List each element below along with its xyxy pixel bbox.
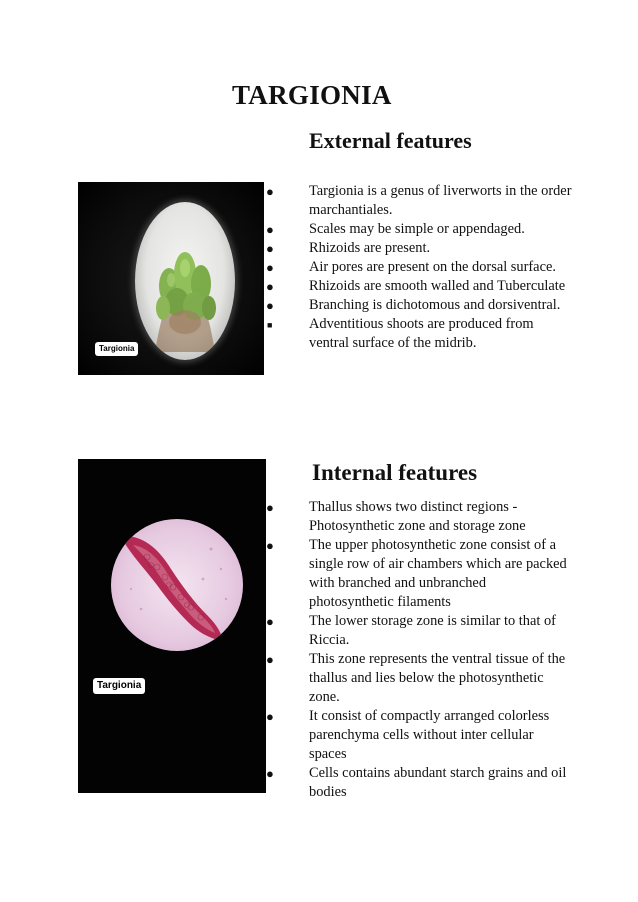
bullet-icon: ● — [266, 652, 274, 667]
list-item: ● Targionia is a genus of liverworts in the order marchantiales. — [266, 183, 572, 218]
bullet-icon: ● — [266, 241, 274, 256]
plant-specimen-image — [135, 202, 235, 360]
microscope-view — [111, 519, 243, 651]
bullet-icon: ● — [266, 709, 274, 724]
external-features-list — [262, 182, 572, 353]
list-item: ● Scales may be simple or appendaged. — [266, 221, 525, 237]
bullet-icon: ● — [266, 184, 274, 199]
list-item: ● This zone represents the ventral tissue of the thallus and lies below the photosynthetic zone. — [266, 651, 566, 705]
page-title: TARGIONIA — [232, 80, 392, 110]
list-item: ● It consist of compactly arranged colorless parenchyma cells without inter cellular spaces — [266, 708, 550, 762]
external-photo — [78, 182, 264, 375]
internal-features-list — [262, 498, 574, 802]
list-item: ● The upper photosynthetic zone consist of a single row of air chambers which are packed with branched and unbranched photosynthetic filaments — [266, 537, 567, 610]
list-item: ■ Adventitious shoots are produced from ventral surface of the midrib. — [267, 316, 534, 351]
list-item: ● Thallus shows two distinct regions - Photosynthetic zone and storage zone — [266, 499, 526, 534]
microscope-view — [135, 202, 235, 360]
external-features-heading: External features — [309, 128, 472, 153]
list-item: ● The lower storage zone is similar to that of Riccia. — [266, 613, 556, 648]
list-item: ● Rhizoids are present. — [266, 240, 431, 256]
internal-features-heading: Internal features — [312, 460, 478, 485]
tissue-section-image — [111, 519, 243, 651]
square-bullet-icon: ■ — [267, 320, 273, 330]
bullet-icon: ● — [266, 279, 274, 294]
bullet-icon: ● — [266, 766, 274, 781]
image-label: Targionia — [93, 678, 145, 694]
internal-photo — [78, 459, 266, 793]
bullet-icon: ● — [266, 222, 274, 237]
bullet-icon: ● — [266, 298, 274, 313]
bullet-icon: ● — [266, 500, 274, 515]
image-label: Targionia — [95, 342, 138, 356]
list-item: ● Branching is dichotomous and dorsiventral. — [266, 297, 561, 313]
list-item: ● Air pores are present on the dorsal surface. — [266, 259, 556, 275]
list-item: ● Rhizoids are smooth walled and Tuberculate — [266, 278, 566, 294]
list-item: ● Cells contains abundant starch grains and oil bodies — [266, 765, 567, 800]
bullet-icon: ● — [266, 614, 274, 629]
bullet-icon: ● — [266, 260, 274, 275]
bullet-icon: ● — [266, 538, 274, 553]
